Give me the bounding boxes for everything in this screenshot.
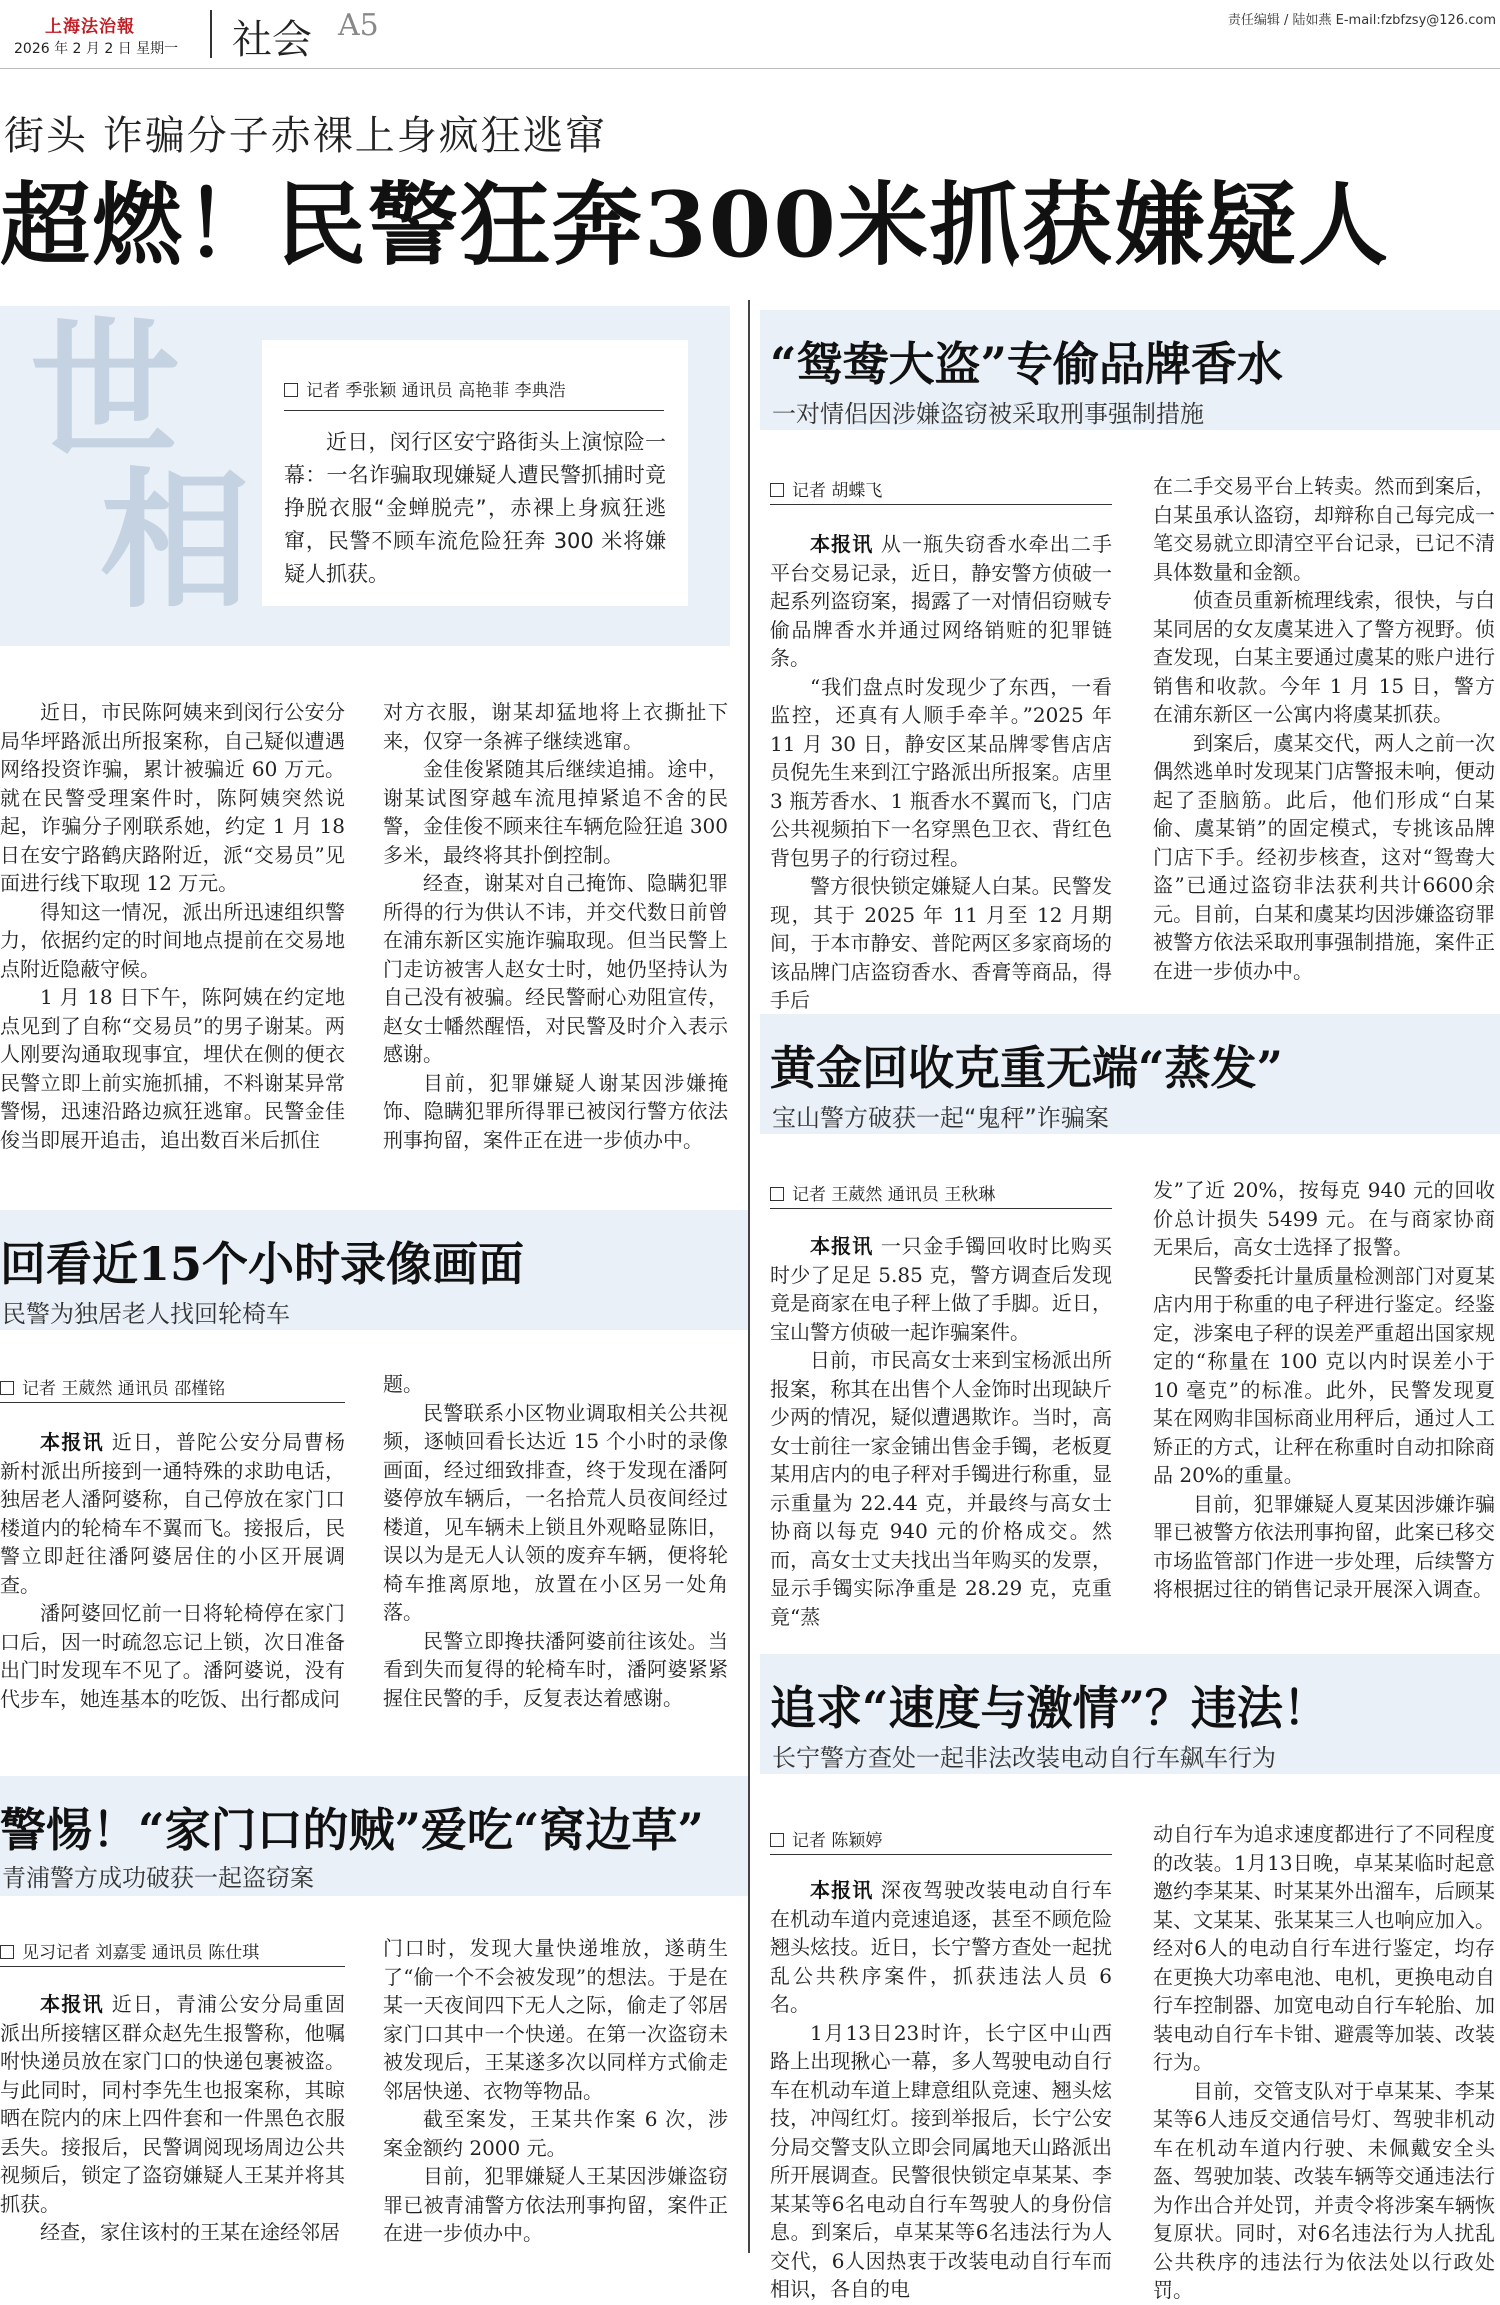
paragraph: 在二手交易平台上转卖。然而到案后，白某虽承认盗窃，却辩称自己每完成一笔交易就立即清空平台记录，已记不清具体数量和金额。 xyxy=(1153,474,1495,584)
byline-text: 记者 胡蝶飞 xyxy=(792,481,883,501)
paragraph xyxy=(770,1876,1112,2019)
header-rule xyxy=(0,68,1500,69)
story2-subtitle: 一对情侣因涉嫌盗窃被采取刑事强制措施 xyxy=(772,400,1204,428)
paragraph: 民警立即搀扶潘阿婆前往该处。当看到失而复得的轮椅车时，潘阿婆紧紧握住民警的手，反复表达着感谢。 xyxy=(383,1628,728,1710)
story6-col1 xyxy=(770,1876,1112,2304)
story6-subtitle: 长宁警方查处一起非法改装电动自行车飙车行为 xyxy=(772,1744,1276,1772)
paragraph: 经查，谢某对自己掩饰、隐瞒犯罪所得的行为供认不讳，并交代数日前曾在浦东新区实施诈骗取现。但当民警上门走访被害人赵女士时，她仍坚持认为自己没有被骗。经民警耐心劝阻宣传，赵女士幡然醒悟，对民警及时介入表示感谢。 xyxy=(383,871,728,1066)
lead-intro-text: 近日，闵行区安宁路街头上演惊险一幕：一名诈骗取现嫌疑人遭民警抓捕时竟挣脱衣服“金蝉脱壳”，赤裸上身疯狂逃窜，民警不顾车流危险狂奔 300 米将嫌疑人抓获。 xyxy=(284,430,666,586)
lead-kicker: 街头 诈骗分子赤裸上身疯狂逃窜 xyxy=(4,113,607,159)
paragraph: 侦查员重新梳理线索，很快，与白某同居的女友虞某进入了警方视野。侦查发现，白某主要通过虞某的账户进行销售和收款。今年 1 月 15 日，警方在浦东新区一公寓内将虞某抓获。 xyxy=(1153,588,1495,726)
paragraph: 到案后，虞某交代，两人之前一次偶然逃单时发现某门店警报未响，便动起了歪脑筋。此后，他们形成“白某偷、虞某销”的固定模式，专挑该品牌门店下手。经初步核查，这对“鸳鸯大盗”已通过盗窃非法获利共计6600余元。目前，白某和虞某均因涉嫌盗窃罪被警方依法采取刑事强制措施，案件正在进一步侦办中。 xyxy=(1153,730,1495,983)
lead-body-col2 xyxy=(383,698,728,1154)
paragraph: 民警联系小区物业调取相关公共视频，逐帧回看长达近 15 个小时的录像画面，经过细致排查，终于发现在潘阿婆停放车辆后，一名拾荒人员夜间经过楼道，见车辆未上锁且外观略显陈旧，误以为是无人认领的废弃车辆，便将轮椅车推离原地，放置在小区另一处角落。 xyxy=(383,1400,728,1624)
paragraph xyxy=(770,530,1112,673)
paragraph-text: 从一瓶失窃香水牵出二手平台交易记录，近日，静安警方侦破一起系列盗窃案，揭露了一对情侣窃贼专偷品牌香水并通过网络销赃的犯罪链条。 xyxy=(770,532,1113,670)
byline-rule xyxy=(0,1966,345,1967)
story2-headline: “鸳鸯大盗”专偷品牌香水 xyxy=(770,337,1283,391)
byline-text: 记者 王葳然 通讯员 邵槿铭 xyxy=(22,1379,226,1399)
story5-subtitle: 青浦警方成功破获一起盗窃案 xyxy=(2,1864,314,1892)
paragraph: 1月13日23时许，长宁区中山西路上出现揪心一幕，多人驾驶电动自行车在机动车道上肆意组队竞速、翘头炫技，冲闯红灯。接到举报后，长宁公安分局交警支队立即会同属地天山路派出所开展调查。民警很快锁定卓某某、李某某等6名电动自行车驾驶人的身份信息。到案后，卓某某等6名违法行为人交代，6人因热衷于改装电动自行车而相识，各自的电 xyxy=(770,2020,1112,2301)
lead-body-col1 xyxy=(0,698,345,1154)
paragraph: 警方很快锁定嫌疑人白某。民警发现，其于 2025 年 11 月至 12 月期间，于本市静安、普陀两区多家商场的该品牌门店盗窃香水、香膏等商品，得手后 xyxy=(770,874,1112,1012)
paragraph: 经查，家住该村的王某在途经邻居 xyxy=(40,2220,340,2244)
story3-col1 xyxy=(0,1428,345,1713)
story4-subtitle: 宝山警方破获一起“鬼秤”诈骗案 xyxy=(772,1104,1109,1132)
paragraph: 目前，犯罪嫌疑人谢某因涉嫌掩饰、隐瞒犯罪所得罪已被闵行警方依法刑事拘留，案件正在进一步侦办中。 xyxy=(383,1070,728,1152)
paragraph: “我们盘点时发现少了东西，一看监控，还真有人顺手牵羊。”2025 年 11 月 30 日，静安区某品牌零售店店员倪先生来到江宁路派出所报案。店里 3 瓶芳香水、1 瓶香水不翼而飞，门店公共视频拍下一名穿黑色卫衣、背红色背包男子的行窃过程。 xyxy=(770,674,1112,870)
byline-box-icon xyxy=(770,1833,784,1847)
byline-box-icon xyxy=(770,483,784,497)
paragraph xyxy=(770,1232,1112,1346)
story2-col2 xyxy=(1153,472,1495,985)
byline-text: 记者 王葳然 通讯员 王秋琳 xyxy=(792,1185,996,1205)
byline-rule xyxy=(284,410,664,411)
byline-box-icon xyxy=(770,1187,784,1201)
paragraph-text: 近日，普陀公安分局曹杨新村派出所接到一通特殊的求助电话，独居老人潘阿婆称，自己停放在家门口楼道内的轮椅车不翼而飞。接报后，民警立即赶往潘阿婆居住的小区开展调查。 xyxy=(0,1430,346,1597)
column-divider xyxy=(748,300,750,2253)
paragraph: 1 月 18 日下午，陈阿姨在约定地点见到了自称“交易员”的男子谢某。两人刚要沟通取现事宜，埋伏在侧的便衣民警立即上前实施抓捕，不料谢某异常警惕，迅速沿路边疯狂逃窜。民警金佳俊当即展开追击，追出数百米后抓住 xyxy=(0,985,345,1152)
lead-byline xyxy=(284,376,566,401)
byline-text: 记者 陈颖婷 xyxy=(792,1831,883,1851)
lead-intro xyxy=(284,426,666,591)
dateline: 本报讯 xyxy=(40,1992,104,2016)
story4-col1 xyxy=(770,1232,1112,1631)
paragraph-text: 深夜驾驶改装电动自行车在机动车道内竞速追逐，甚至不顾危险翘头炫技。近日，长宁警方查处一起扰乱公共秩序案件，抓获违法人员 6 名。 xyxy=(770,1878,1113,2016)
byline-rule xyxy=(770,1208,1112,1209)
story5-headline: 警惕！“家门口的贼”爱吃“窝边草” xyxy=(0,1803,704,1857)
dateline: 本报讯 xyxy=(810,1878,874,1902)
story4-headline: 黄金回收克重无端“蒸发” xyxy=(770,1041,1283,1095)
byline-rule xyxy=(0,1402,345,1403)
story3-byline xyxy=(0,1374,225,1399)
paragraph: 金佳俊紧随其后继续追捕。途中，谢某试图穿越车流甩掉紧追不舍的民警，金佳俊不顾来往车辆危险狂追 300 多米，最终将其扑倒控制。 xyxy=(383,757,728,867)
paragraph: 发”了近 20%，按每克 940 元的回收价总计损失 5499 元。在与商家协商无果后，高女士选择了报警。 xyxy=(1153,1178,1495,1259)
story4-col2 xyxy=(1153,1176,1495,1604)
story3-col2 xyxy=(383,1370,728,1712)
story6-headline: 追求“速度与激情”？违法！ xyxy=(770,1681,1329,1735)
paragraph: 目前，犯罪嫌疑人王某因涉嫌盗窃罪已被青浦警方依法刑事拘留，案件正在进一步侦办中。 xyxy=(383,2164,728,2245)
paragraph: 潘阿婆回忆前一日将轮椅停在家门口后，因一时疏忽忘记上锁，次日准备出门时发现车不见了。潘阿婆说，没有代步车，她连基本的吃饭、出行都成问 xyxy=(0,1601,345,1711)
byline-box-icon xyxy=(0,1945,14,1959)
issue-date: 2026 年 2 月 2 日 星期一 xyxy=(14,41,179,57)
paragraph: 目前，犯罪嫌疑人夏某因涉嫌诈骗罪已被警方依法刑事拘留，此案已移交市场监管部门作进一步处理，后续警方将根据过往的销售记录开展深入调查。 xyxy=(1153,1491,1495,1601)
page-number: A5 xyxy=(338,8,379,43)
story5-byline xyxy=(0,1938,259,1963)
byline-text: 记者 季张颖 通讯员 高艳菲 李典浩 xyxy=(306,381,566,401)
paragraph: 日前，市民高女士来到宝杨派出所报案，称其在出售个人金饰时出现缺斤少两的情况，疑似遭遇欺诈。当时，高女士前往一家金铺出售金手镯，老板夏某用店内的电子秤对手镯进行称重，显示重量为 22.44 克，并最终与高女士协商以每克 940 元的价格成交。然而，高女士丈夫找出当年购买的发票，显示手镯实际净重是 28.29 克，克重竟“蒸 xyxy=(770,1348,1112,1629)
story5-col2 xyxy=(383,1934,728,2248)
paragraph xyxy=(0,1428,345,1599)
byline-rule xyxy=(770,504,1112,505)
paragraph: 对方衣服，谢某却猛地将上衣撕扯下来，仅穿一条裤子继续逃窜。 xyxy=(383,700,728,753)
story3-subtitle: 民警为独居老人找回轮椅车 xyxy=(2,1300,290,1328)
story6-byline xyxy=(770,1826,882,1851)
byline-text: 见习记者 刘嘉雯 通讯员 陈仕琪 xyxy=(22,1943,260,1963)
story4-byline xyxy=(770,1180,995,1205)
byline-box-icon xyxy=(0,1381,14,1395)
paragraph-text: 近日，青浦公安分局重固派出所接辖区群众赵先生报警称，他嘱咐快递员放在家门口的快递包裹被盗。与此同时，同村李先生也报案称，其晾晒在院内的床上四件套和一件黑色衣服丢失。接报后，民警调阅现场周边公共视频后，锁定了盗窃嫌疑人王某并将其抓获。 xyxy=(0,1992,346,2216)
story2-byline xyxy=(770,476,882,501)
column-glyph-shi: 世 xyxy=(30,306,181,479)
dateline: 本报讯 xyxy=(40,1430,104,1454)
story5-col1 xyxy=(0,1990,345,2247)
paragraph: 近日，市民陈阿姨来到闵行公安分局华坪路派出所报案称，自己疑似遭遇网络投资诈骗，累计被骗近 60 万元。就在民警受理案件时，陈阿姨突然说起，诈骗分子刚联系她，约定 1 月 18 日在安宁路鹤庆路附近，派“交易员”见面进行线下取现 12 万元。 xyxy=(0,700,345,895)
paragraph: 题。 xyxy=(383,1372,423,1396)
paragraph: 动自行车为追求速度都进行了不同程度的改装。1月13日晚，卓某某临时起意邀约李某某、时某某外出溜车，后顾某某、文某某、张某某三人也响应加入。经对6人的电动自行车进行鉴定，均存在更换大功率电池、电机，更换电动自行车控制器、加宽电动自行车轮胎、加装电动自行车卡钳、避震等加装、改装行为。 xyxy=(1153,1822,1495,2074)
story2-col1 xyxy=(770,530,1112,1015)
paragraph: 截至案发，王某共作案 6 次，涉案金额约 2000 元。 xyxy=(383,2107,728,2160)
story6-col2 xyxy=(1153,1820,1495,2305)
section-name: 社会 xyxy=(232,17,312,63)
column-glyph-xiang: 相 xyxy=(100,453,251,629)
byline-rule xyxy=(770,1854,1112,1855)
newspaper-logo: 上海法治報 xyxy=(45,17,135,37)
story3-headline: 回看近15个小时录像画面 xyxy=(0,1237,525,1291)
dateline: 本报讯 xyxy=(810,1234,874,1258)
paragraph: 得知这一情况，派出所迅速组织警力，依据约定的时间地点提前在交易地点附近隐蔽守候。 xyxy=(0,899,345,981)
paragraph: 门口时，发现大量快递堆放，遂萌生了“偷一个不会被发现”的想法。于是在某一天夜间四下无人之际，偷走了邻居家门口其中一个快递。在第一次盗窃未被发现后，王某遂多次以同样方式偷走邻居快递、衣物等物品。 xyxy=(383,1936,728,2103)
dateline: 本报讯 xyxy=(810,532,874,556)
paragraph xyxy=(0,1990,345,2218)
paragraph: 目前，交管支队对于卓某某、李某某等6人违反交通信号灯、驾驶非机动车在机动车道内行驶、未佩戴安全头盔、驾驶加装、改装车辆等交通违法行为作出合并处罚，并责令将涉案车辆恢复原状。同时，对6名违法行为人扰乱公共秩序的违法行为依法处以行政处罚。 xyxy=(1153,2078,1495,2302)
editor-credit: 责任编辑 / 陆如燕 E-mail:fzbfzsy@126.com xyxy=(1227,13,1496,28)
byline-box-icon xyxy=(284,383,298,397)
header-divider xyxy=(210,10,212,58)
lead-intro-box xyxy=(262,340,688,606)
paragraph-text: 一只金手镯回收时比购买时少了足足 5.85 克，警方调查后发现竟是商家在电子秤上做了手脚。近日，宝山警方侦破一起诈骗案件。 xyxy=(770,1234,1113,1344)
paragraph: 民警委托计量质量检测部门对夏某店内用于称重的电子秤进行鉴定。经鉴定，涉案电子秤的误差严重超出国家规定的“称量在 100 克以内时误差小于 10 毫克”的标准。此外，民警发现夏某在网购非国标商业用秤后，通过人工矫正的方式，让秤在称重时自动扣除商品 20%的重量。 xyxy=(1153,1263,1495,1487)
lead-headline: 超燃！民警狂奔300米抓获嫌疑人 xyxy=(0,172,1390,278)
